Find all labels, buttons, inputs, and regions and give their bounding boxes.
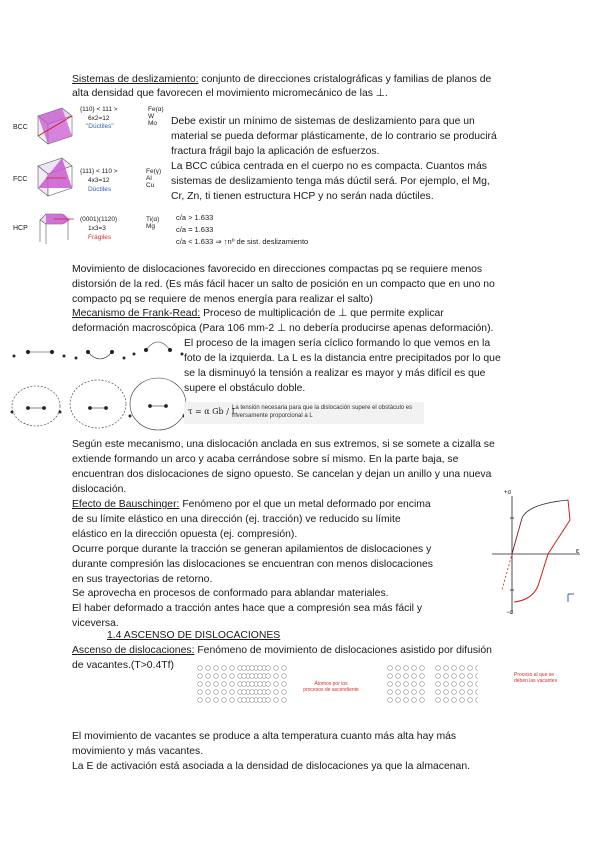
bcc-systems: {110} < 111 >	[80, 106, 118, 113]
slip-text-6: Cr, Zn, ti tienen estructura HCP y no serán nada dúctiles.	[171, 191, 434, 202]
movement-line-3: compacto pq se requiere de menos energía para realizar el salto)	[72, 294, 373, 305]
mechanism-line-3: encuentran dos dislocaciones de signo opuesto. Se cancelan y dejan un anillo y una nueva	[72, 469, 492, 480]
formula-note: La tensión necesaria para que la dislocación supere el obstáculo es inversamente proporcional a L	[232, 405, 413, 419]
frank-read-line-2: deformación macroscópica (Para 106 mm-2 ⊥ no debería producirse apenas deformación).	[72, 323, 494, 334]
slip-text-1: Debe existir un mínimo de sistemas de deslizamiento para que un	[171, 116, 475, 127]
bauschinger-line-1: Efecto de Bauschinger: Fenómeno por el que un metal deformado por encima	[72, 499, 431, 510]
hcp-metals: Ti(α) Mg	[146, 216, 160, 230]
closing-line-3: La E de activación está asociada a la densidad de dislocaciones ya que la almacenan.	[72, 761, 470, 772]
fcc-label: FCC	[13, 176, 28, 183]
mechanism-line-1: Según este mecanismo, una dislocación anclada en sus extremos, si se somete a cizalla se	[72, 439, 495, 450]
bauschinger-line-4: Ocurre porque durante la tracción se generan apilamientos de dislocaciones y	[72, 544, 432, 555]
bcc-metals: Fe(α) W Mo	[148, 106, 164, 127]
bcc-count: 6x2=12	[88, 115, 110, 122]
bcc-label: BCC	[13, 124, 28, 131]
climb-center-label: Átomos por los procesos de ascendiente	[303, 681, 359, 693]
climb-section-title: 1.4 ASCENSO DE DISLOCACIONES	[107, 630, 281, 641]
formula: τ = α Gb / L	[188, 407, 237, 416]
lattice-4	[434, 664, 478, 704]
fcc-metals: Fe(γ) Al Cu	[146, 168, 162, 189]
slip-text-2: material se pueda deformar plásticamente, de lo contrario se producirá	[171, 131, 497, 142]
frank-read-heading: Mecanismo de Frank-Read:	[72, 308, 201, 319]
graph-y-top: +σ	[504, 490, 512, 496]
bauschinger-curve	[488, 490, 584, 620]
ratio-3: c/a < 1.633 ⇒ ↑nº de sist. deslizamiento	[176, 237, 309, 246]
lattice-2	[240, 664, 288, 704]
hcp-count: 1x3=3	[88, 225, 106, 232]
climb-line-2: de vacantes.(T>0.4Tf)	[72, 660, 174, 671]
mechanism-line-2: extiende formando un arco y acaba cerrándose sobre sí mismo. En la parte baja, se	[72, 454, 459, 465]
frank-read-side-2: foto de la izquierda. La L es la distancia entre precipitados por lo que	[184, 353, 501, 364]
hcp-label: HCP	[13, 225, 28, 232]
movement-line-1: Movimiento de dislocaciones favorecido en direcciones compactas pq se requiere menos	[72, 264, 483, 275]
movement-line-2: distorsión de la red. (Es más fácil hacer un salto de posición en un compacto que en uno no	[72, 279, 495, 290]
frank-read-loops-diagram	[6, 336, 186, 440]
frank-read-side-4: supere el obstáculo doble.	[184, 383, 306, 394]
frank-read-line-1: Mecanismo de Frank-Read: Proceso de multiplicación de ⊥ que permite explicar	[72, 308, 444, 319]
hcp-systems: (0001)(1120)	[80, 216, 118, 223]
hcp-type: Frágiles	[88, 234, 112, 241]
bauschinger-line-6: en sus trayectorias de retorno.	[72, 574, 213, 585]
climb-heading: Ascenso de dislocaciones:	[72, 645, 195, 656]
bauschinger-line-8: El haber deformado a tracción antes hace que a compresión sea más fácil y	[72, 603, 423, 614]
ratio-1: c/a > 1.633	[176, 213, 214, 222]
formula-box	[184, 402, 424, 424]
hcp-prism-figure	[32, 208, 78, 246]
fcc-type: Dúctiles	[88, 186, 112, 193]
frank-read-side-1: El proceso de la imagen sería cíclico formando lo que vemos en la	[184, 338, 491, 349]
graph-x-axis: ε	[576, 548, 580, 555]
bauschinger-line-9: viceversa.	[72, 618, 119, 629]
crystal-structure-table	[10, 104, 168, 254]
bauschinger-line-3: elástico en la dirección opuesta (ej. compresión).	[72, 529, 298, 540]
fcc-cube-figure	[32, 156, 78, 200]
bauschinger-line-5: durante compresión las dislocaciones se encuentran con menos dislocaciones	[72, 559, 433, 570]
slip-systems-heading: Sistemas de deslizamiento:	[72, 74, 199, 85]
lattice-3	[386, 664, 426, 704]
bcc-type: "Dúctiles"	[86, 123, 114, 130]
mechanism-line-4: dislocación.	[72, 484, 127, 495]
intro-line-1: Sistemas de deslizamiento: conjunto de direcciones cristalográficas y familias de planos de	[72, 74, 492, 85]
fcc-count: 4x3=12	[88, 177, 110, 184]
bcc-cube-figure	[32, 106, 78, 146]
intro-line-2: alta densidad que favorecen el movimiento micromecánico de las ⊥.	[72, 88, 388, 99]
ratio-2: c/a = 1.633	[176, 225, 214, 234]
bauschinger-line-2: de su límite elástico en una dirección (ej. tracción) ve reducido su límite	[72, 514, 401, 525]
bauschinger-heading: Efecto de Bauschinger:	[72, 499, 180, 510]
slip-text-3: fractura frágil bajo la aplicación de esfuerzos.	[171, 146, 380, 157]
graph-y-bottom: −σ	[506, 610, 514, 616]
slip-text-5: sistemas de deslizamiento tenga más dúctil será. Por ejemplo, el Mg,	[171, 176, 490, 187]
bauschinger-line-7: Se aprovecha en procesos de conformado para ablandar materiales.	[72, 588, 389, 599]
closing-line-2: movimiento y más vacantes.	[72, 746, 204, 757]
climb-line-1: Ascenso de dislocaciones: Fenómeno de movimiento de dislocaciones asistido por difusión	[72, 645, 492, 656]
frank-read-side-3: se la disminuyó la tensión a realizar es mayor y más difícil es que	[184, 368, 486, 379]
climb-right-label: Proceso al que se deben las vacantes	[514, 672, 558, 684]
bauschinger-graph	[488, 490, 584, 620]
closing-line-1: El movimiento de vacantes se produce a alta temperatura cuanto más alta hay más	[72, 731, 457, 742]
slip-text-4: La BCC cúbica centrada en el cuerpo no es compacta. Cuantos más	[171, 161, 487, 172]
fcc-systems: {111} < 110 >	[80, 168, 118, 175]
